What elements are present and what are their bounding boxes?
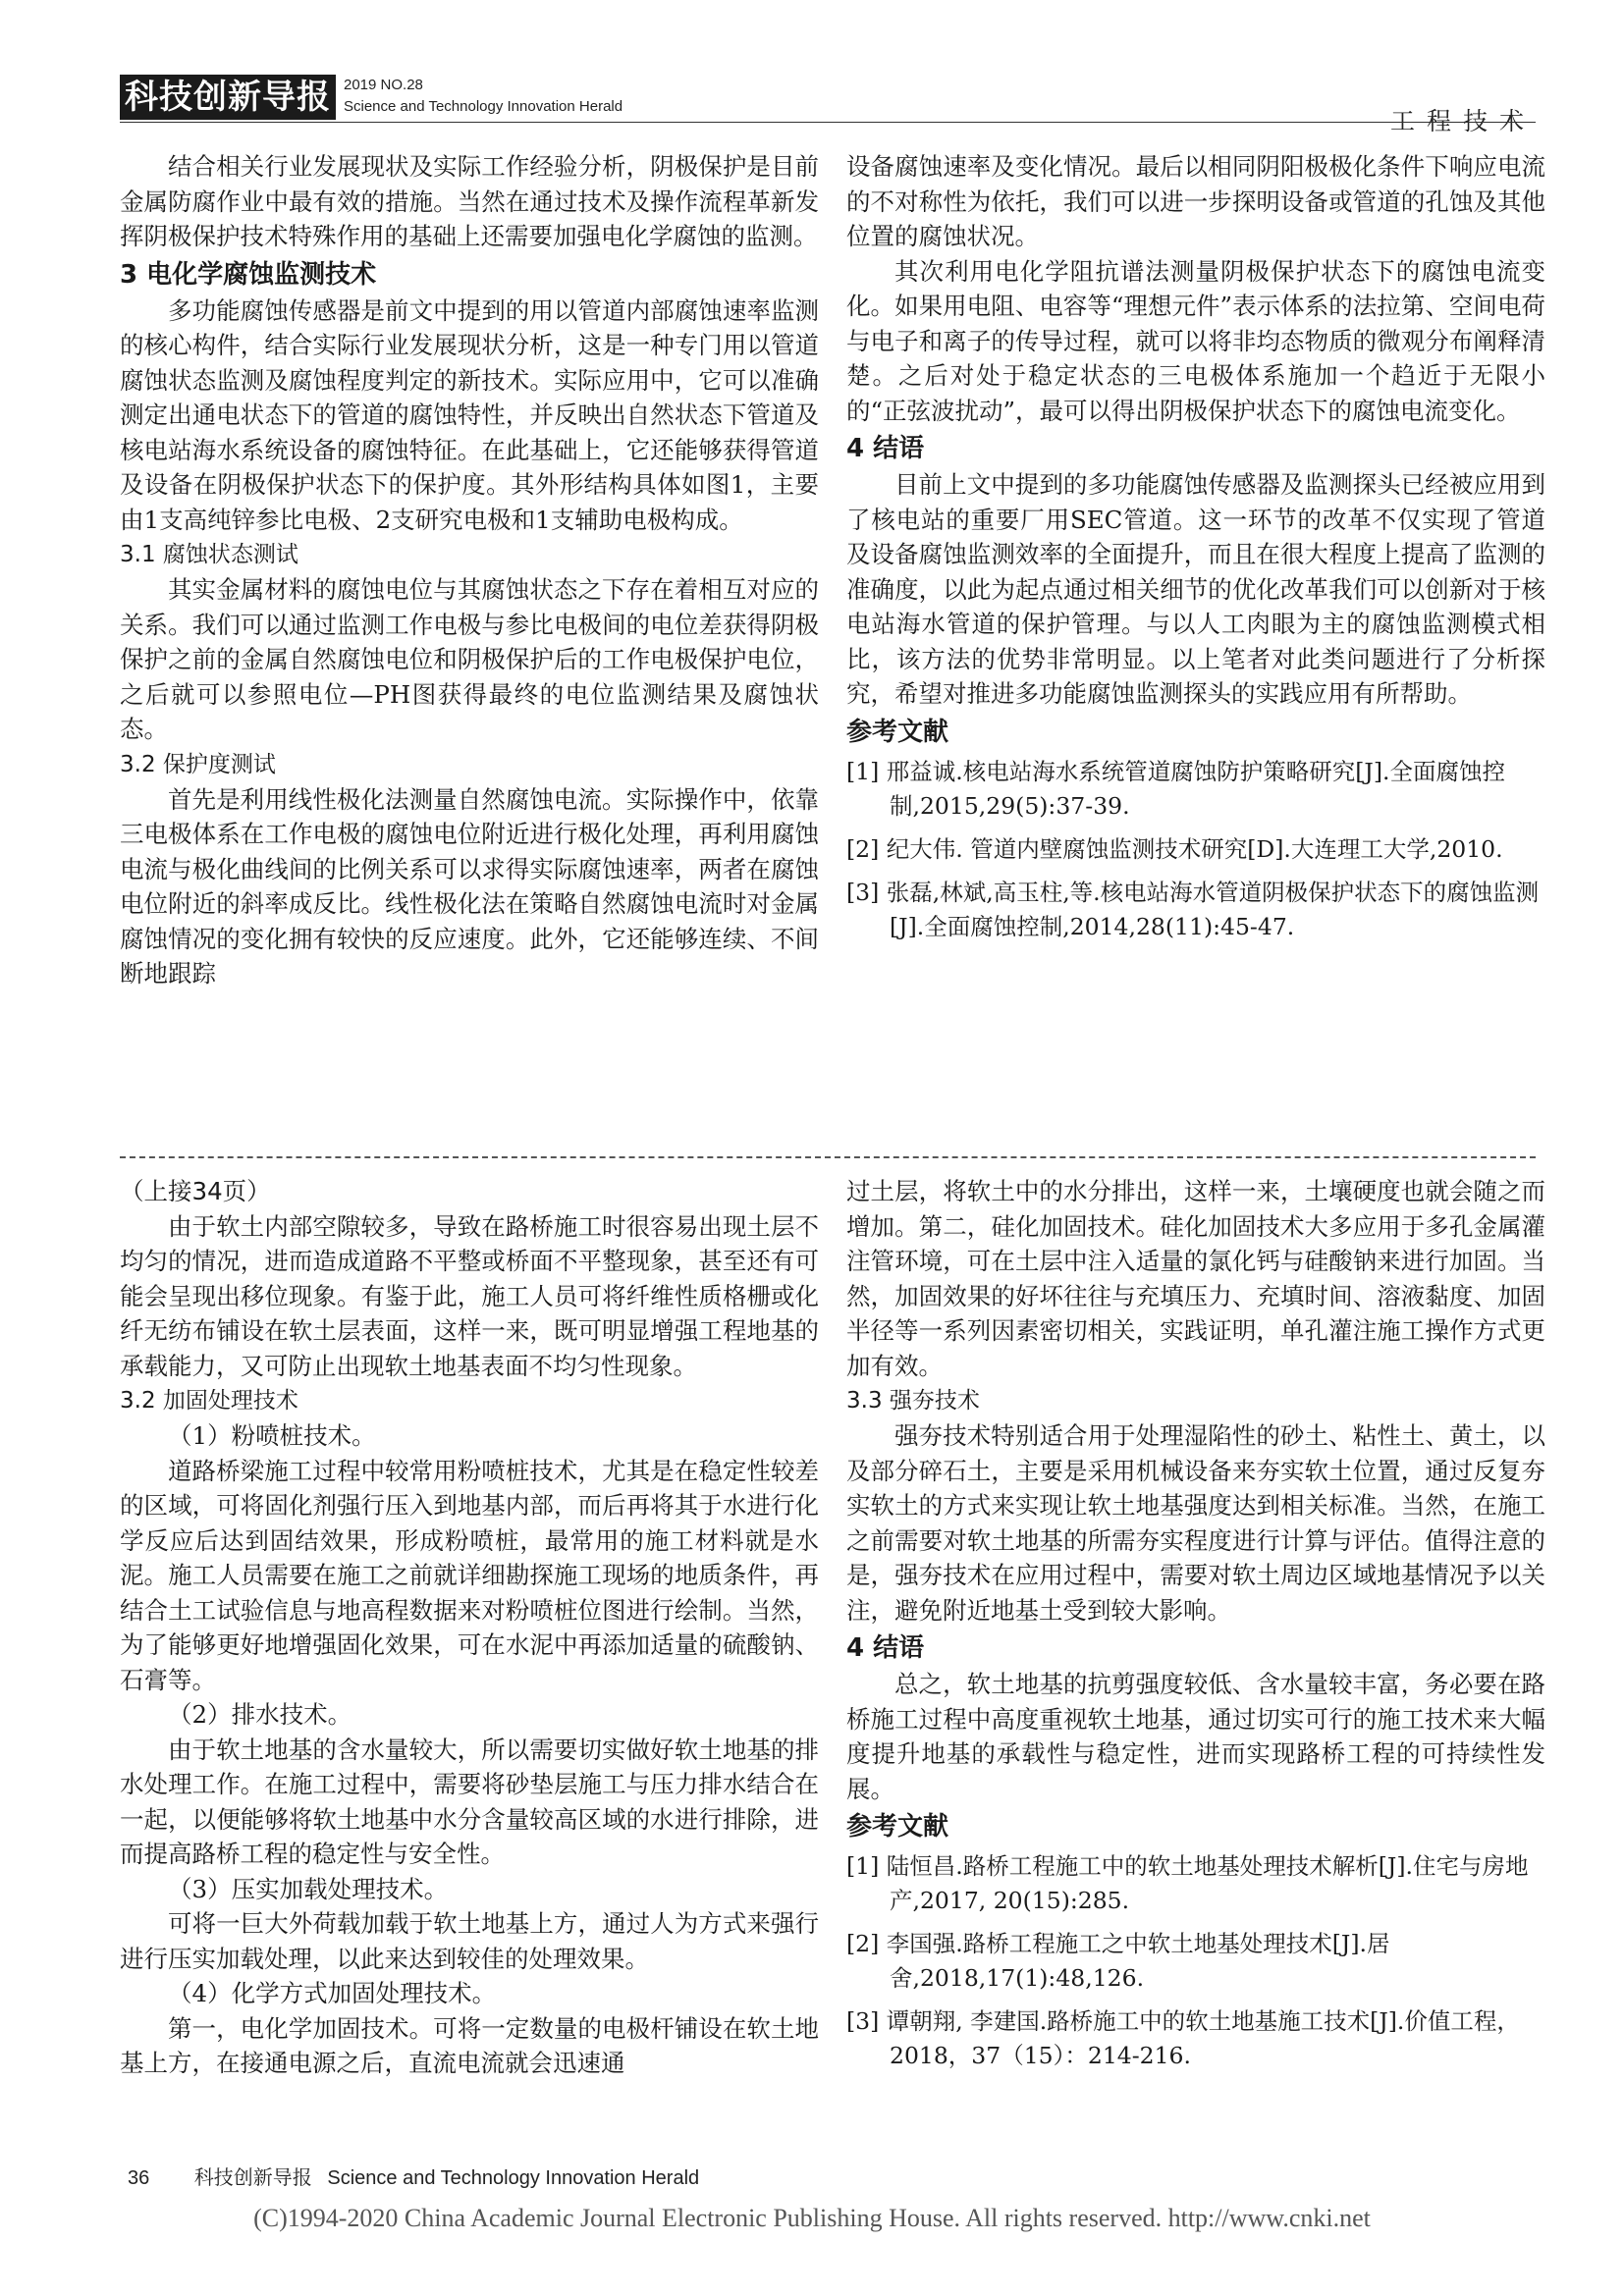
continued-from-note: （上接34页） (120, 1177, 271, 1205)
list-heading: （4）化学方式加固处理技术。 (168, 1979, 497, 2007)
paragraph: 强夯技术特别适合用于处理湿陷性的砂土、粘性土、黄土，以及部分碎石土，主要是采用机械设备来夯实软土位置，通过反复夯实软土的方式来实现让软土地基强度达到相关标准。当然，在施工之前需要对软土地基的所需夯实程度进行计算与评估。值得注意的是，强夯技术在应用过程中，需要对软土周边区域地基情况予以关注，避免附近地基土受到较大影响。 (846, 1421, 1545, 1625)
reference-item: [2] 纪大伟. 管道内壁腐蚀监测技术研究[D].大连理工大学,2010. (846, 834, 1503, 863)
paragraph: 设备腐蚀速率及变化情况。最后以相同阴阳极极化条件下响应电流的不对称性为依托，我们可以进一步探明设备或管道的孔蚀及其他位置的腐蚀状况。 (846, 152, 1545, 250)
list-heading: （1）粉喷桩技术。 (168, 1421, 376, 1450)
copyright-notice: (C)1994-2020 China Academic Journal Electronic Publishing House. All rights reserved. http://www.cnki.net (253, 2204, 1371, 2232)
paragraph: 其次利用电化学阻抗谱法测量阴极保护状态下的腐蚀电流变化。如果用电阻、电容等“理想元件”表示体系的法拉第、空间电荷与电子和离子的传导过程，就可以将非均态物质的微观分布阐释清楚。之后对处于稳定状态的三电极体系施加一个趋近于无限小的“正弦波扰动”，最可以得出阴极保护状态下的腐蚀电流变化。 (846, 256, 1545, 425)
bottom-article-left-column (120, 1174, 819, 2081)
page-number: 36 (128, 2167, 150, 2189)
reference-item: [3] 张磊,林斌,高玉柱,等.核电站海水管道阴极保护状态下的腐蚀监测[J].全面腐蚀控制,2014,28(11):45-47. (846, 878, 1540, 940)
subsection-heading: 3.3 强夯技术 (846, 1388, 980, 1414)
reference-item: [1] 陆恒昌.路桥工程施工中的软土地基处理技术解析[J].住宅与房地产,2017, 20(15):285. (846, 1852, 1529, 1914)
article-separator (120, 1156, 1536, 1158)
paragraph: 道路桥梁施工过程中较常用粉喷桩技术，尤其是在稳定性较差的区域，可将固化剂强行压入到地基内部，而后再将其于水进行化学反应后达到固结效果，形成粉喷桩，最常用的施工材料就是水泥。施工人员需要在施工之前就详细勘探施工现场的地质条件，再结合土工试验信息与地高程数据来对粉喷桩位图进行绘制。当然，为了能够更好地增强固化效果，可在水泥中再添加适量的硫酸钠、石膏等。 (120, 1456, 819, 1694)
paragraph: 目前上文中提到的多功能腐蚀传感器及监测探头已经被应用到了核电站的重要厂用SEC管道。这一环节的改革不仅实现了管道及设备腐蚀监测效率的全面提升，而且在很大程度上提高了监测的准确度，以此为起点通过相关细节的优化改革我们可以创新对于核电站海水管道的保护管理。与以人工肉眼为主的腐蚀监测模式相比，该方法的优势非常明显。以上笔者对此类问题进行了分析探究，希望对推进多功能腐蚀监测探头的实践应用有所帮助。 (846, 470, 1545, 708)
paragraph: 由于软土地基的含水量较大，所以需要切实做好软土地基的排水处理工作。在施工过程中，需要将砂垫层施工与压力排水结合在一起，以便能够将软土地基中水分含量较高区域的水进行排除，进而提高路桥工程的稳定性与安全性。 (120, 1735, 819, 1868)
paragraph: 可将一巨大外荷载加载于软土地基上方，通过人为方式来强行进行压实加载处理，以此来达到较佳的处理效果。 (120, 1909, 819, 1973)
reference-list (846, 755, 1545, 944)
top-article-left-column (120, 149, 819, 991)
section-title: 工程技术 (1389, 107, 1536, 135)
reference-item: [1] 邢益诚.核电站海水系统管道腐蚀防护策略研究[J].全面腐蚀控制,2015,29(5):37-39. (846, 757, 1505, 820)
page-footer (128, 2162, 738, 2190)
top-article-right-column (846, 149, 1545, 953)
section-heading: 4 结语 (846, 434, 925, 463)
header-rule (120, 122, 1536, 123)
section-heading: 4 结语 (846, 1633, 925, 1663)
subsection-heading: 3.2 加固处理技术 (120, 1388, 298, 1414)
paragraph: 首先是利用线性极化法测量自然腐蚀电流。实际操作中，依靠三电极体系在工作电极的腐蚀电位附近进行极化处理，再利用腐蚀电流与极化曲线间的比例关系可以求得实际腐蚀速率，两者在腐蚀电位附近的斜率成反比。线性极化法在策略自然腐蚀电流时对金属腐蚀情况的变化拥有较快的反应速度。此外，它还能够连续、不间断地跟踪 (120, 784, 819, 988)
paragraph: 总之，软土地基的抗剪强度较低、含水量较丰富，务必要在路桥施工过程中高度重视软土地基，通过切实可行的施工技术来大幅度提升地基的承载性与稳定性，进而实现路桥工程的可持续性发展。 (846, 1670, 1545, 1803)
paragraph: 结合相关行业发展现状及实际工作经验分析，阴极保护是目前金属防腐作业中最有效的措施。当然在通过技术及操作流程革新发挥阴极保护技术特殊作用的基础上还需要加强电化学腐蚀的监测。 (120, 152, 819, 250)
paragraph: 由于软土内部空隙较多，导致在路桥施工时很容易出现土层不均匀的情况，进而造成道路不平整或桥面不平整现象，甚至还有可能会呈现出移位现象。有鉴于此，施工人员可将纤维性质格栅或化纤无纺布铺设在软土层表面，这样一来，既可明显增强工程地基的承载能力，又可防止出现软土地基表面不均匀性现象。 (120, 1211, 819, 1380)
paragraph: 过土层，将软土中的水分排出，这样一来，土壤硬度也就会随之而增加。第二，硅化加固技术。硅化加固技术大多应用于多孔金属灌注管环境，可在土层中注入适量的氯化钙与硅酸钠来进行加固。当然，加固效果的好坏往往与充填压力、充填时间、溶液黏度、加固半径等一系列因素密切相关，实践证明，单孔灌注施工操作方式更加有效。 (846, 1177, 1545, 1380)
journal-english-name: Science and Technology Innovation Herald (344, 98, 623, 115)
paragraph: 多功能腐蚀传感器是前文中提到的用以管道内部腐蚀速率监测的核心构件，结合实际行业发展现状分析，这是一种专门用以管道腐蚀状态监测及腐蚀程度判定的新技术。实际应用中，它可以准确测定出通电状态下的管道的腐蚀特性，并反映出自然状态下管道及核电站海水系统设备的腐蚀特征。在此基础上，它还能够获得管道及设备在阴极保护状态下的保护度。其外形结构具体如图1，主要由1支高纯锌参比电极、2支研究电极和1支辅助电极构成。 (120, 295, 819, 534)
section-heading: 3 电化学腐蚀监测技术 (120, 259, 377, 290)
subsection-heading: 3.1 腐蚀状态测试 (120, 542, 298, 567)
references-heading: 参考文献 (846, 717, 949, 747)
journal-logo: 科技创新导报 (120, 75, 336, 120)
footer-journal-cn: 科技创新导报 (193, 2167, 312, 2189)
subsection-heading: 3.2 保护度测试 (120, 751, 276, 777)
reference-item: [2] 李国强.路桥工程施工之中软土地基处理技术[J].居舍,2018,17(1):48,126. (846, 1930, 1390, 1992)
footer-journal-en: Science and Technology Innovation Herald (327, 2167, 700, 2189)
issue-number: 2019 NO.28 (344, 77, 423, 93)
paragraph: 其实金属材料的腐蚀电位与其腐蚀状态之下存在着相互对应的关系。我们可以通过监测工作电极与参比电极间的电位差获得阴极保护之前的金属自然腐蚀电位和阴极保护后的工作电极保护电位，之后就可以参照电位—PH图获得最终的电位监测结果及腐蚀状态。 (120, 575, 819, 743)
paragraph: 第一，电化学加固技术。可将一定数量的电极杆铺设在软土地基上方，在接通电源之后，直流电流就会迅速通 (120, 2013, 819, 2077)
list-heading: （2）排水技术。 (168, 1700, 352, 1729)
reference-list (846, 1849, 1545, 2073)
references-heading: 参考文献 (846, 1812, 949, 1842)
reference-item: [3] 谭朝翔, 李建国.路桥施工中的软土地基施工技术[J].价值工程，2018，37（15）：214-216. (846, 2007, 1520, 2069)
bottom-article-right-column (846, 1174, 1545, 2082)
list-heading: （3）压实加载处理技术。 (168, 1874, 449, 1903)
